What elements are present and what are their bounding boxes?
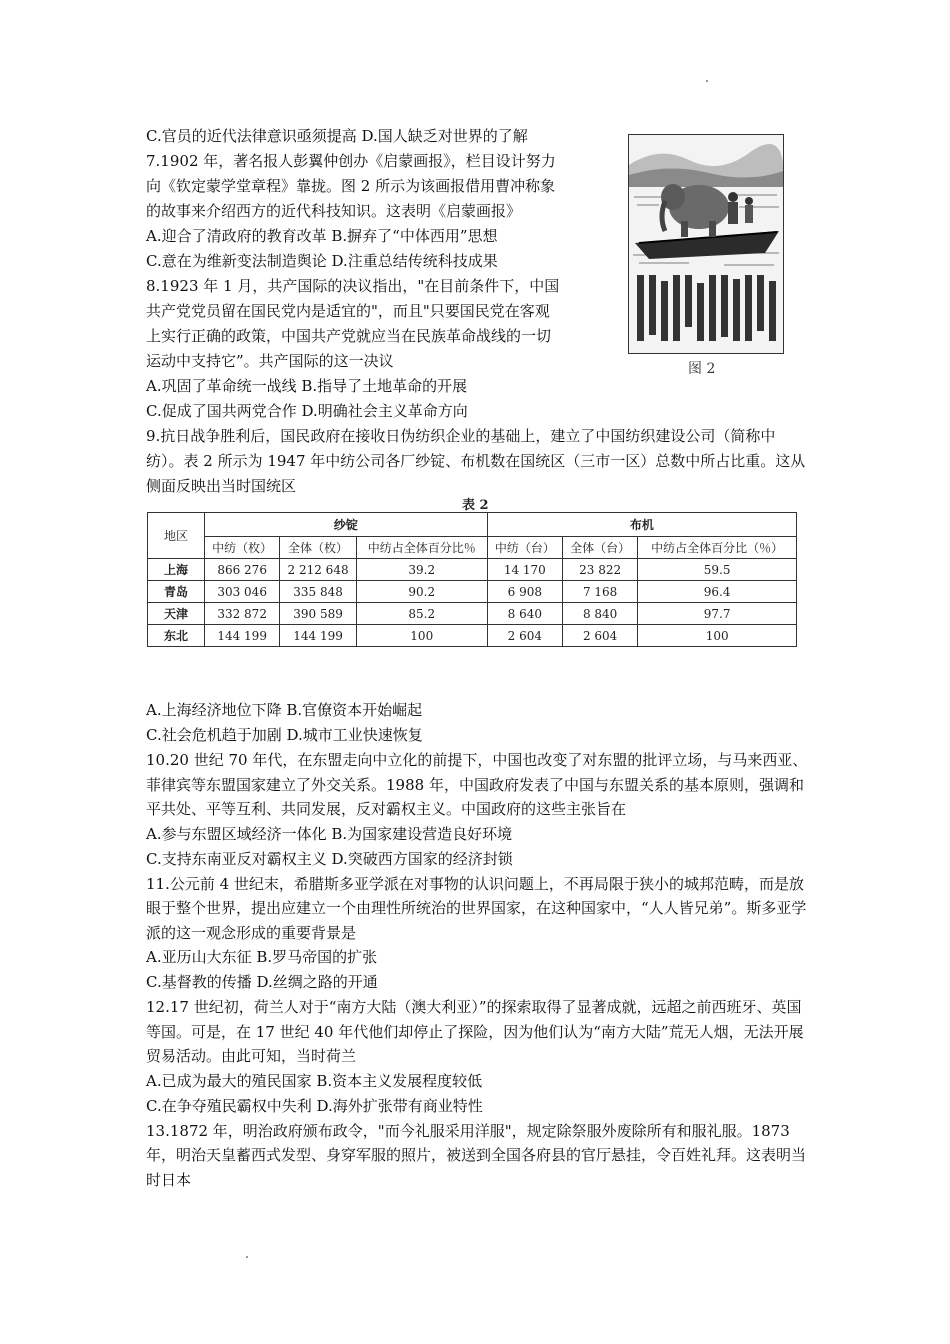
table-cell: 144 199 [205, 625, 280, 647]
q8-option: A.巩固了革命统一战线 B.指导了土地革命的开展 [146, 377, 468, 395]
table-row [148, 603, 797, 625]
table-row [148, 559, 797, 581]
figure2-illustration [628, 134, 784, 354]
scan-speck [706, 80, 708, 82]
table2 [147, 512, 797, 647]
table-cell: 390 589 [280, 603, 357, 625]
q8-stem-line: 运动中支持它”。共产国际的这一决议 [146, 352, 394, 370]
lower-questions [146, 698, 810, 1192]
q8-option: C.促成了国共两党合作 D.明确社会主义革命方向 [146, 402, 468, 420]
table-cell: 23 822 [562, 559, 637, 581]
table-cell: 7 168 [562, 581, 637, 603]
table-cell: 天津 [148, 603, 205, 625]
table-cell: 39.2 [356, 559, 487, 581]
table-cell: 青岛 [148, 581, 205, 603]
table-cell: 8 640 [487, 603, 562, 625]
table-header-row [148, 513, 797, 537]
column-header: 全体（枚） [280, 537, 357, 559]
region-header: 地区 [148, 513, 205, 559]
table-cell: 6 908 [487, 581, 562, 603]
table-cell: 85.2 [356, 603, 487, 625]
q12-stem: 12.17 世纪初，荷兰人对于“南方大陆（澳大利亚）”的探索取得了显著成就，远超之前西班牙、英国等国。可是，在 17 世纪 40 年代他们却停止了探险，因为他们认为“南方大陆”荒无人烟，无法开展贸易活动。由此可知，当时荷兰 [146, 998, 804, 1065]
table-cell: 335 848 [280, 581, 357, 603]
table-cell: 上海 [148, 559, 205, 581]
q7-stem-line: 7.1902 年，著名报人彭翼仲创办《启蒙画报》，栏目设计努力 [146, 152, 556, 170]
table-cell: 14 170 [487, 559, 562, 581]
q8-stem-line: 上实行正确的政策，中国共产党就应当在民族革命战线的一切 [146, 327, 552, 345]
q11-option: C.基督教的传播 D.丝绸之路的开通 [146, 973, 378, 991]
column-header: 中纺（台） [487, 537, 562, 559]
q7-stem-line: 的故事来介绍西方的近代科技知识。这表明《启蒙画报》 [146, 202, 522, 220]
q11-stem: 11.公元前 4 世纪末，希腊斯多亚学派在对事物的认识问题上，不再局限于狭小的城邦范畴，而是放眼于整个世界，提出应建立一个由理性所统治的世界国家，在这种国家中，“人人皆兄弟”。斯多亚学派的这一观念形成的重要背景是 [146, 874, 807, 942]
figure2-caption: 图 2 [688, 361, 716, 377]
q7-option: C.意在为维新变法制造舆论 D.注重总结传统科技成果 [146, 252, 498, 270]
q10-option: C.支持东南亚反对霸权主义 D.突破西方国家的经济封锁 [146, 849, 513, 868]
scan-speck [246, 1256, 248, 1258]
column-header: 中纺占全体百分比％ [356, 537, 487, 559]
q9-stem: 9.抗日战争胜利后，国民政府在接收日伪纺织企业的基础上，建立了中国纺织建设公司（简称中纺）。表 2 所示为 1947 年中纺公司各厂纱锭、布机数在国统区（三市一区）总数中所占比重。这从侧面反映出当时国统区 [146, 427, 806, 495]
table-subheader-row [148, 537, 797, 559]
column-header: 全体（台） [562, 537, 637, 559]
q12-option: A.已成为最大的殖民国家 B.资本主义发展程度较低 [146, 1071, 483, 1090]
table-cell: 90.2 [356, 581, 487, 603]
table-cell: 303 046 [205, 581, 280, 603]
table-row [148, 581, 797, 603]
column-header: 中纺占全体百分比（％） [638, 537, 797, 559]
cao-chong-weighs-elephant-illustration [629, 135, 783, 353]
table-cell: 144 199 [280, 625, 357, 647]
table-cell: 100 [356, 625, 487, 647]
q8-stem-line: 共产党党员留在国民党内是适宜的"，而且"只要国民党在客观 [146, 302, 550, 320]
table-cell: 332 872 [205, 603, 280, 625]
q6-options-cd: C.官员的近代法律意识亟须提高 D.国人缺乏对世界的了解 [146, 127, 528, 145]
table-cell: 96.4 [638, 581, 797, 603]
q7-stem-line: 向《钦定蒙学堂章程》靠拢。图 2 所示为该画报借用曹冲称象 [146, 177, 556, 195]
table-cell: 59.5 [638, 559, 797, 581]
table-row [148, 625, 797, 647]
q7-option: A.迎合了清政府的教育改革 B.摒弃了“中体西用”思想 [146, 227, 498, 245]
q9-option: A.上海经济地位下降 B.官僚资本开始崛起 [146, 701, 423, 719]
table-cell: 东北 [148, 625, 205, 647]
q13-stem: 13.1872 年，明治政府颁布政令，"而今礼服采用洋服"，规定除祭服外废除所有和服礼服。1873 年，明治天皇蓄西式发型、身穿军服的照片，被送到全国各府县的官厅悬挂，令百姓礼拜。这表明当时日本 [146, 1121, 807, 1189]
column-header: 中纺（枚） [205, 537, 280, 559]
spindles-group-header: 纱锭 [205, 513, 488, 537]
q10-stem: 10.20 世纪 70 年代，在东盟走向中立化的前提下，中国也改变了对东盟的批评立场，与马来西亚、菲律宾等东盟国家建立了外交关系。1988 年，中国政府发表了中国与东盟关系的基本原则，强调和平共处、平等互利、共同发展，反对霸权主义。中国政府的这些主张旨在 [146, 751, 808, 818]
q12-option: C.在争夺殖民霸权中失利 D.海外扩张带有商业特性 [146, 1096, 483, 1115]
table-cell: 97.7 [638, 603, 797, 625]
table-cell: 100 [638, 625, 797, 647]
table2-title: 表 2 [462, 498, 489, 513]
q10-option: A.参与东盟区域经济一体化 B.为国家建设营造良好环境 [146, 824, 513, 843]
table-cell: 2 604 [487, 625, 562, 647]
table-cell: 8 840 [562, 603, 637, 625]
table-cell: 2 604 [562, 625, 637, 647]
q11-option: A.亚历山大东征 B.罗马帝国的扩张 [146, 948, 378, 966]
looms-group-header: 布机 [487, 513, 796, 537]
table-cell: 866 276 [205, 559, 280, 581]
q9-option: C.社会危机趋于加剧 D.城市工业快速恢复 [146, 726, 423, 744]
q8-stem-line: 8.1923 年 1 月，共产国际的决议指出，"在目前条件下，中国 [146, 277, 560, 295]
table-cell: 2 212 648 [280, 559, 357, 581]
